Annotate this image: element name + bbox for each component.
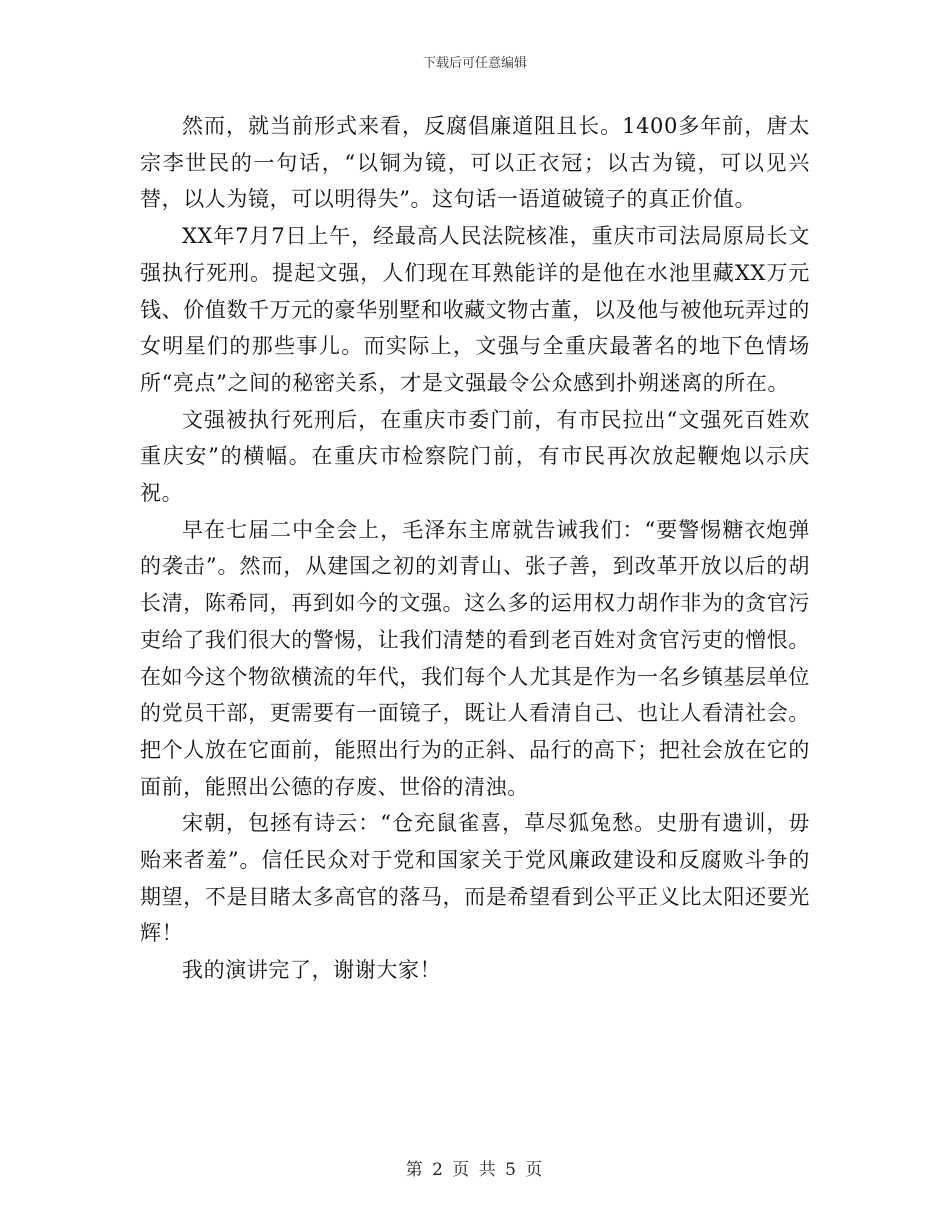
document-body [140,108,810,989]
paragraph-5: 宋朝，包拯有诗云：“仓充鼠雀喜，草尽狐兔愁。史册有遗训，毋贻来者羞”。信任民众对于党和国家关于党风廉政建设和反腐败斗争的期望，不是目睹太多高官的落马，而是希望看到公平正义比太阳还要光辉！ [140,811,810,946]
paragraph-3: 文强被执行死刑后，在重庆市委门前，有市民拉出“文强死百姓欢重庆安”的横幅。在重庆市检察院门前，有市民再次放起鞭炮以示庆祝。 [140,407,810,506]
page-number-footer: 第 2 页 共 5 页 [405,1160,545,1180]
paragraph-2: XX年7月7日上午，经最高人民法院核准，重庆市司法局原局长文强执行死刑。提起文强，人们现在耳熟能详的是他在水池里藏XX万元钱、价值数千万元的豪华别墅和收藏文物古董，以及他与被他玩弄过的女明星们的那些事儿。而实际上，文强与全重庆最著名的地下色情场所“亮点”之间的秘密关系，才是文强最令公众感到扑朔迷离的所在。 [140,224,810,395]
paragraph-4: 早在七届二中全会上，毛泽东主席就告诫我们：“要警惕糖衣炮弹的袭击”。然而，从建国之初的刘青山、张子善，到改革开放以后的胡长清，陈希同，再到如今的文强。这么多的运用权力胡作非为的贪官污吏给了我们很大的警惕，让我们清楚的看到老百姓对贪官污吏的憎恨。在如今这个物欲横流的年代，我们每个人尤其是作为一名乡镇基层单位的党员干部，更需要有一面镜子，既让人看清自己、也让人看清社会。把个人放在它面前，能照出行为的正斜、品行的高下；把社会放在它的面前，能照出公德的存废、世俗的清浊。 [140,517,810,799]
paragraph-1: 然而，就当前形式来看，反腐倡廉道阻且长。1400多年前，唐太宗李世民的一句话，“以铜为镜，可以正衣冠；以古为镜，可以见兴替，以人为镜，可以明得失”。这句话一语道破镜子的真正价值。 [140,114,810,212]
paragraph-6: 我的演讲完了，谢谢大家！ [182,958,442,983]
page-header: 下载后可任意编辑 [422,56,527,71]
